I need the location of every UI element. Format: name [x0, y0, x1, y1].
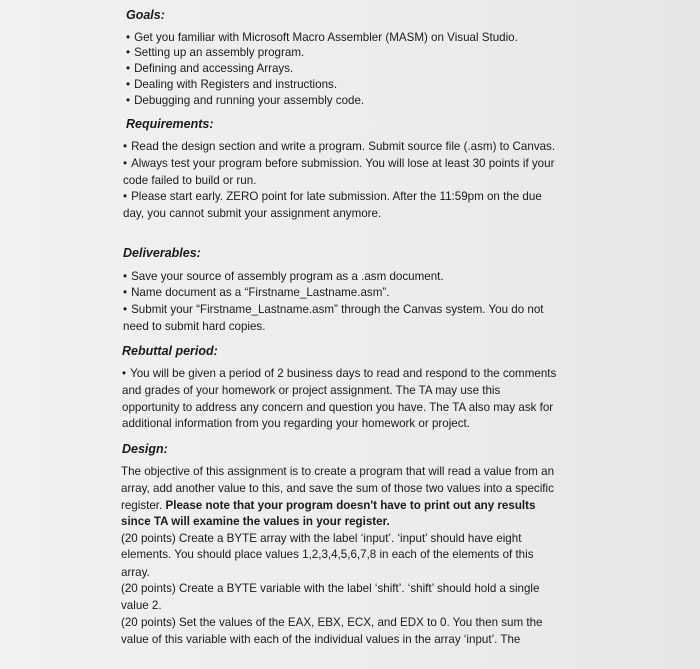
goal-item: • Setting up an assembly program. [126, 46, 304, 60]
design-line: (20 points) Create a BYTE array with the label ‘input’. ‘input’ should have eight [121, 532, 522, 545]
design-line: (20 points) Create a BYTE variable with the label ‘shift’. ‘shift’ should hold a single [121, 582, 540, 595]
design-line: The objective of this assignment is to create a program that will read a value from an [121, 465, 555, 478]
design-text: register. [121, 499, 163, 512]
design-line: value 2. [121, 599, 162, 612]
rebuttal-line: • You will be given a period of 2 business days to read and respond to the comments [122, 367, 556, 381]
requirement-line: • Always test your program before submission. You will lose at least 30 points if your [123, 157, 554, 171]
design-line: (20 points) Set the values of the EAX, EBX, ECX, and EDX to 0. You then sum the [121, 616, 543, 629]
design-line: array. [121, 566, 150, 579]
deliverables-heading: Deliverables: [123, 246, 201, 260]
goal-item: • Defining and accessing Arrays. [126, 62, 293, 76]
rebuttal-line: additional information from you regarding your homework or project. [122, 417, 470, 430]
design-line-with-note [121, 499, 535, 513]
rebuttal-line: and grades of your homework or project assignment. The TA may use this [122, 384, 501, 397]
design-heading: Design: [122, 442, 168, 456]
goal-item: • Debugging and running your assembly code. [126, 94, 364, 108]
deliverable-line: • Name document as a “Firstname_Lastname.asm”. [123, 286, 389, 300]
deliverable-line: • Save your source of assembly program as a .asm document. [123, 270, 444, 284]
design-line: value of this variable with each of the individual values in the array ‘input’. The [121, 633, 521, 646]
requirement-line: • Please start early. ZERO point for late submission. After the 11:59pm on the due [123, 190, 542, 204]
design-line: elements. You should place values 1,2,3,4,5,6,7,8 in each of the elements of this [121, 548, 534, 561]
deliverable-line: • Submit your “Firstname_Lastname.asm” through the Canvas system. You do not [123, 303, 544, 317]
design-note-bold: Please note that your program doesn't have to print out any results [165, 499, 536, 512]
requirements-heading: Requirements: [126, 117, 214, 131]
requirement-line: day, you cannot submit your assignment anymore. [123, 207, 382, 220]
design-note-bold: since TA will examine the values in your register. [121, 515, 390, 528]
requirement-line: code failed to build or run. [123, 174, 257, 187]
goal-item: • Dealing with Registers and instructions. [126, 78, 337, 92]
goals-heading: Goals: [126, 8, 165, 22]
goal-item: • Get you familiar with Microsoft Macro Assembler (MASM) on Visual Studio. [126, 31, 518, 45]
deliverable-line: need to submit hard copies. [123, 320, 266, 333]
design-line: array, add another value to this, and save the sum of those two values into a specific [121, 482, 554, 495]
rebuttal-line: opportunity to address any concern and question you have. The TA also may ask for [122, 401, 554, 414]
rebuttal-heading: Rebuttal period: [122, 344, 218, 358]
requirement-line: • Read the design section and write a program. Submit source file (.asm) to Canvas. [123, 140, 555, 154]
